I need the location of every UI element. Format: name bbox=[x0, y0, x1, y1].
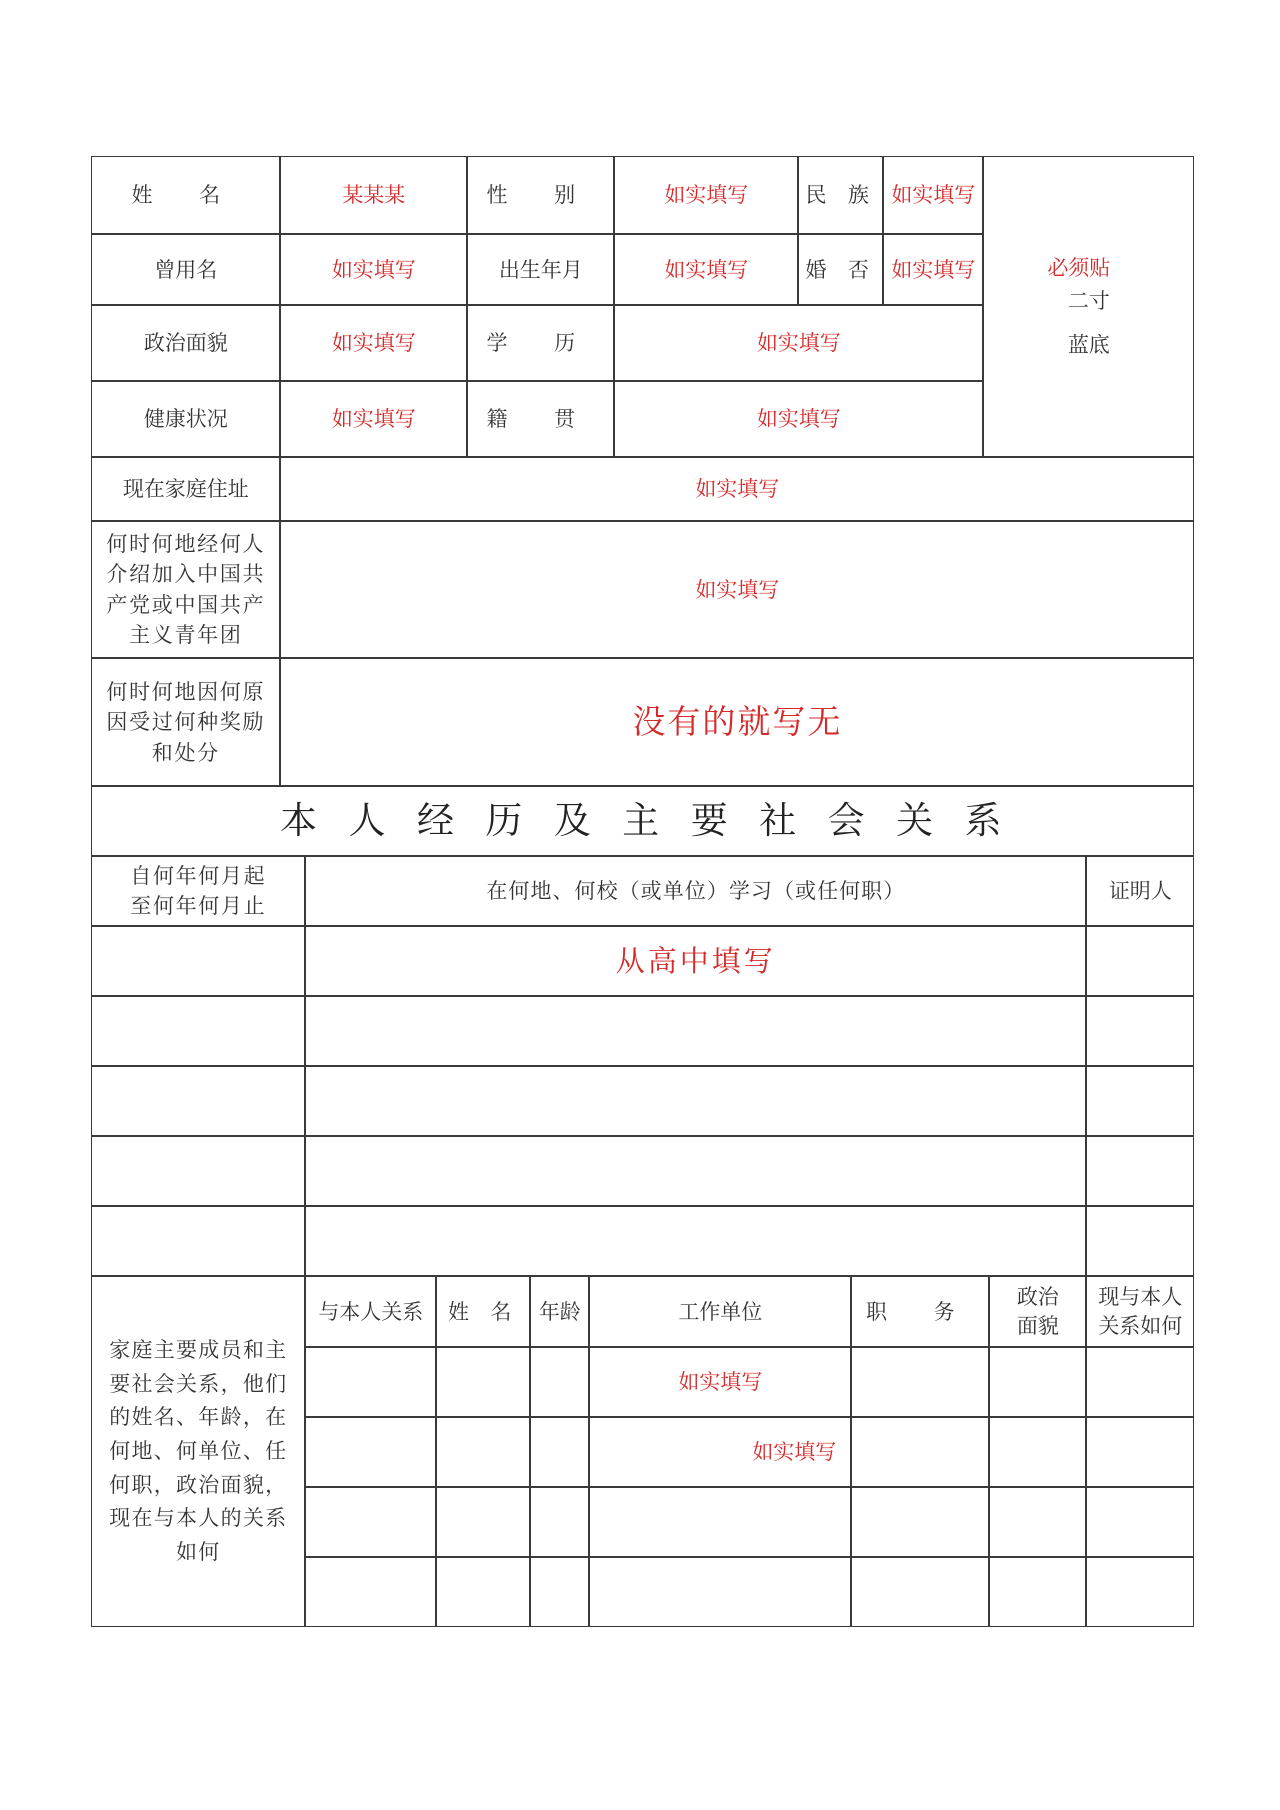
family-age-cell[interactable] bbox=[530, 1347, 589, 1417]
experience-place-cell[interactable]: 从高中填写 bbox=[305, 926, 1086, 996]
experience-witness-cell[interactable] bbox=[1086, 1066, 1194, 1136]
family-name-cell[interactable] bbox=[436, 1557, 530, 1627]
family-work-cell[interactable] bbox=[589, 1557, 851, 1627]
family-relation-cell[interactable] bbox=[305, 1347, 436, 1417]
family-position-cell[interactable] bbox=[851, 1417, 989, 1487]
family-work-cell[interactable] bbox=[589, 1487, 851, 1557]
former-name-value[interactable]: 如实填写 bbox=[280, 234, 467, 305]
experience-place-cell[interactable] bbox=[305, 1136, 1086, 1206]
family-age-cell[interactable] bbox=[530, 1487, 589, 1557]
family-position-cell[interactable] bbox=[851, 1487, 989, 1557]
family-current-relation-cell[interactable] bbox=[1086, 1417, 1194, 1487]
birth-value[interactable]: 如实填写 bbox=[614, 234, 798, 305]
experience-section-title: 本人经历及主要社会关系 bbox=[91, 786, 1194, 856]
family-work-cell[interactable]: 如实填写 bbox=[589, 1417, 851, 1487]
family-name-cell[interactable] bbox=[436, 1347, 530, 1417]
experience-witness-cell[interactable] bbox=[1086, 926, 1194, 996]
personal-record-form bbox=[92, 157, 1195, 1628]
health-value[interactable]: 如实填写 bbox=[280, 381, 467, 457]
family-political-cell[interactable] bbox=[989, 1417, 1086, 1487]
experience-place-cell[interactable] bbox=[305, 1066, 1086, 1136]
former-name-label: 曾用名 bbox=[91, 234, 280, 305]
family-political-cell[interactable] bbox=[989, 1347, 1086, 1417]
political-label: 政治面貌 bbox=[91, 305, 280, 381]
native-place-label: 籍 贯 bbox=[467, 381, 614, 457]
education-value[interactable]: 如实填写 bbox=[614, 305, 983, 381]
col-political-header: 政治 面貌 bbox=[989, 1276, 1086, 1347]
name-label: 姓 名 bbox=[91, 156, 280, 234]
photo-note-line3: 蓝底 bbox=[1067, 333, 1110, 358]
col-period-header: 自何年何月起 至何年何月止 bbox=[91, 856, 305, 926]
address-label: 现在家庭住址 bbox=[91, 457, 280, 521]
family-position-cell[interactable] bbox=[851, 1557, 989, 1627]
family-current-relation-cell[interactable] bbox=[1086, 1487, 1194, 1557]
photo-box[interactable] bbox=[983, 156, 1194, 457]
col-relation-header: 与本人关系 bbox=[305, 1276, 436, 1347]
experience-period-cell[interactable] bbox=[91, 996, 305, 1066]
col-witness-header: 证明人 bbox=[1086, 856, 1194, 926]
address-value[interactable]: 如实填写 bbox=[280, 457, 1194, 521]
col-work-header: 工作单位 bbox=[589, 1276, 851, 1347]
family-current-relation-cell[interactable] bbox=[1086, 1347, 1194, 1417]
name-value[interactable]: 某某某 bbox=[280, 156, 467, 234]
birth-label: 出生年月 bbox=[467, 234, 614, 305]
native-place-value[interactable]: 如实填写 bbox=[614, 381, 983, 457]
experience-witness-cell[interactable] bbox=[1086, 996, 1194, 1066]
family-political-cell[interactable] bbox=[989, 1557, 1086, 1627]
experience-place-cell[interactable] bbox=[305, 996, 1086, 1066]
experience-place-cell[interactable] bbox=[305, 1206, 1086, 1276]
political-value[interactable]: 如实填写 bbox=[280, 305, 467, 381]
experience-period-cell[interactable] bbox=[91, 1066, 305, 1136]
party-join-label: 何时何地经何人 介绍加入中国共 产党或中国共产 主义青年团 bbox=[91, 521, 280, 658]
family-work-cell[interactable]: 如实填写 bbox=[589, 1347, 851, 1417]
experience-witness-cell[interactable] bbox=[1086, 1206, 1194, 1276]
family-position-cell[interactable] bbox=[851, 1347, 989, 1417]
experience-period-cell[interactable] bbox=[91, 926, 305, 996]
col-name-header: 姓 名 bbox=[436, 1276, 530, 1347]
ethnicity-value[interactable]: 如实填写 bbox=[883, 156, 983, 234]
family-age-cell[interactable] bbox=[530, 1417, 589, 1487]
col-position-header: 职 务 bbox=[851, 1276, 989, 1347]
party-join-value[interactable]: 如实填写 bbox=[280, 521, 1194, 658]
family-relation-cell[interactable] bbox=[305, 1487, 436, 1557]
reward-punishment-value[interactable]: 没有的就写无 bbox=[280, 658, 1194, 786]
experience-period-cell[interactable] bbox=[91, 1136, 305, 1206]
reward-punishment-label: 何时何地因何原 因受过何种奖励 和处分 bbox=[91, 658, 280, 786]
family-relation-cell[interactable] bbox=[305, 1557, 436, 1627]
family-name-cell[interactable] bbox=[436, 1487, 530, 1557]
col-current-relation-header: 现与本人 关系如何 bbox=[1086, 1276, 1194, 1347]
gender-value[interactable]: 如实填写 bbox=[614, 156, 798, 234]
family-label: 家庭主要成员和主 要社会关系，他们 的姓名、年龄，在 何地、何单位、任 何职，政治面貌， 现在与本人的关系 如何 bbox=[91, 1276, 305, 1627]
family-age-cell[interactable] bbox=[530, 1557, 589, 1627]
marital-value[interactable]: 如实填写 bbox=[883, 234, 983, 305]
health-label: 健康状况 bbox=[91, 381, 280, 457]
marital-label: 婚 否 bbox=[798, 234, 883, 305]
family-name-cell[interactable] bbox=[436, 1417, 530, 1487]
col-place-header: 在何地、何校（或单位）学习（或任何职） bbox=[305, 856, 1086, 926]
experience-witness-cell[interactable] bbox=[1086, 1136, 1194, 1206]
experience-period-cell[interactable] bbox=[91, 1206, 305, 1276]
family-current-relation-cell[interactable] bbox=[1086, 1557, 1194, 1627]
gender-label: 性 别 bbox=[467, 156, 614, 234]
family-relation-cell[interactable] bbox=[305, 1417, 436, 1487]
ethnicity-label: 民 族 bbox=[798, 156, 883, 234]
photo-note-line1: 必须贴 bbox=[1047, 256, 1111, 281]
family-political-cell[interactable] bbox=[989, 1487, 1086, 1557]
col-age-header: 年龄 bbox=[530, 1276, 589, 1347]
education-label: 学 历 bbox=[467, 305, 614, 381]
photo-note-line2: 二寸 bbox=[1067, 288, 1110, 313]
